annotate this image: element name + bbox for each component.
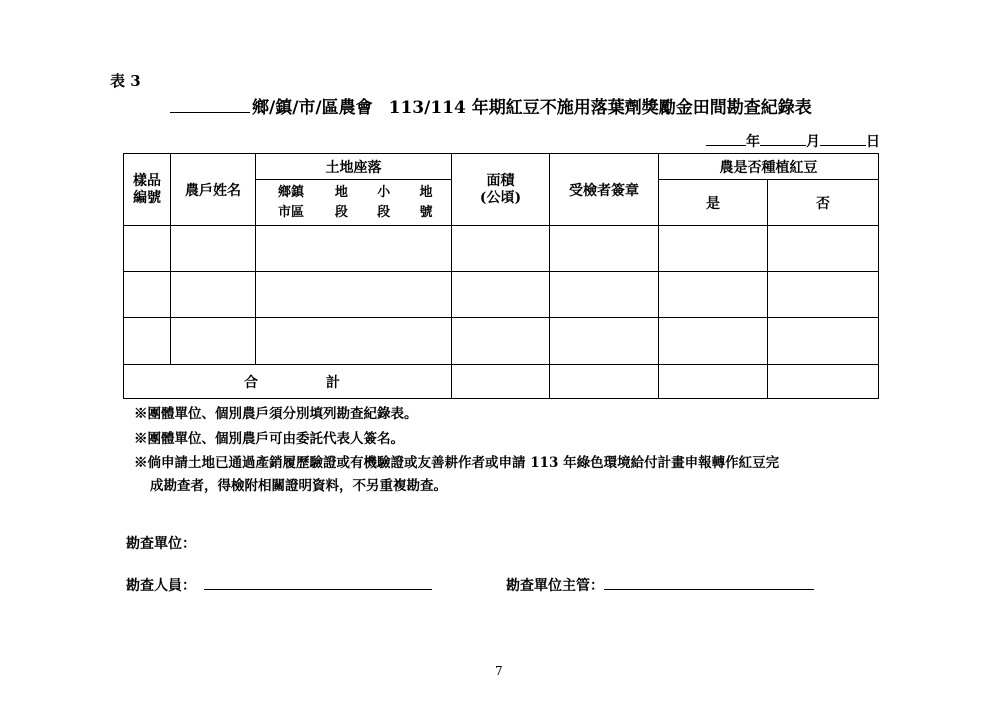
area-unit: (公頃) — [479, 189, 522, 206]
page-number: 7 — [495, 664, 503, 678]
header-inspectee-signature: 受檢者簽章 — [550, 154, 659, 226]
note-3: ※倘申請土地已通過產銷履歷驗證或有機驗證或友善耕作者或申請 113 年綠色環境給付計畫申報轉作紅豆完 — [134, 455, 780, 471]
day-label: 日 — [866, 134, 880, 150]
supervisor-signature — [506, 575, 814, 595]
month-blank[interactable] — [760, 133, 806, 146]
title-period: 113/114 — [388, 98, 466, 118]
note-1: ※團體單位、個別農戶須分別填列勘查紀錄表。 — [134, 406, 418, 422]
total-label: 合 計 — [124, 365, 452, 399]
total-row — [124, 365, 879, 399]
inspector-signature — [126, 575, 432, 595]
title-prefix: 鄉/鎮/市/區農會 — [252, 98, 373, 118]
inspector-label: 勘查人員： — [126, 578, 196, 594]
header-planted-red-bean: 農是否種植紅豆 — [659, 154, 879, 180]
header-land-subfields — [256, 180, 452, 226]
inspection-unit-label: 勘查單位： — [126, 536, 196, 552]
date-line — [706, 131, 880, 151]
subfield-section: 地段 — [334, 184, 348, 220]
supervisor-signature-line[interactable] — [604, 575, 814, 590]
header-farmer-name: 農戶姓名 — [171, 154, 256, 226]
area-label: 面積 — [486, 172, 515, 189]
title-suffix: 年期紅豆不施用落葉劑獎勵金田間勘查紀錄表 — [471, 98, 812, 118]
subfield-township: 鄉鎮市區 — [277, 184, 304, 220]
year-blank[interactable] — [706, 133, 746, 146]
header-land-location: 土地座落 — [256, 154, 452, 180]
month-label: 月 — [806, 134, 820, 150]
table-row — [124, 272, 879, 318]
header-area — [452, 154, 550, 226]
title-blank[interactable] — [170, 98, 250, 113]
header-yes: 是 — [659, 180, 768, 226]
header-no: 否 — [768, 180, 879, 226]
supervisor-label: 勘查單位主管： — [506, 578, 604, 594]
subfield-lot-number: 地號 — [419, 184, 433, 220]
note-2: ※團體單位、個別農戶可由委託代表人簽名。 — [134, 431, 404, 447]
year-label: 年 — [746, 134, 760, 150]
table-label: 表 3 — [110, 72, 141, 90]
subfield-subsection: 小段 — [377, 184, 391, 220]
inspector-signature-line[interactable] — [204, 575, 432, 590]
inspection-record-table — [123, 153, 879, 399]
day-blank[interactable] — [820, 133, 866, 146]
header-sample-no: 樣品編號 — [124, 154, 171, 226]
page-title — [170, 93, 812, 118]
table-row — [124, 226, 879, 272]
note-3-continued: 成勘查者，得檢附相關證明資料，不另重複勘查。 — [150, 478, 447, 494]
table-row — [124, 318, 879, 365]
